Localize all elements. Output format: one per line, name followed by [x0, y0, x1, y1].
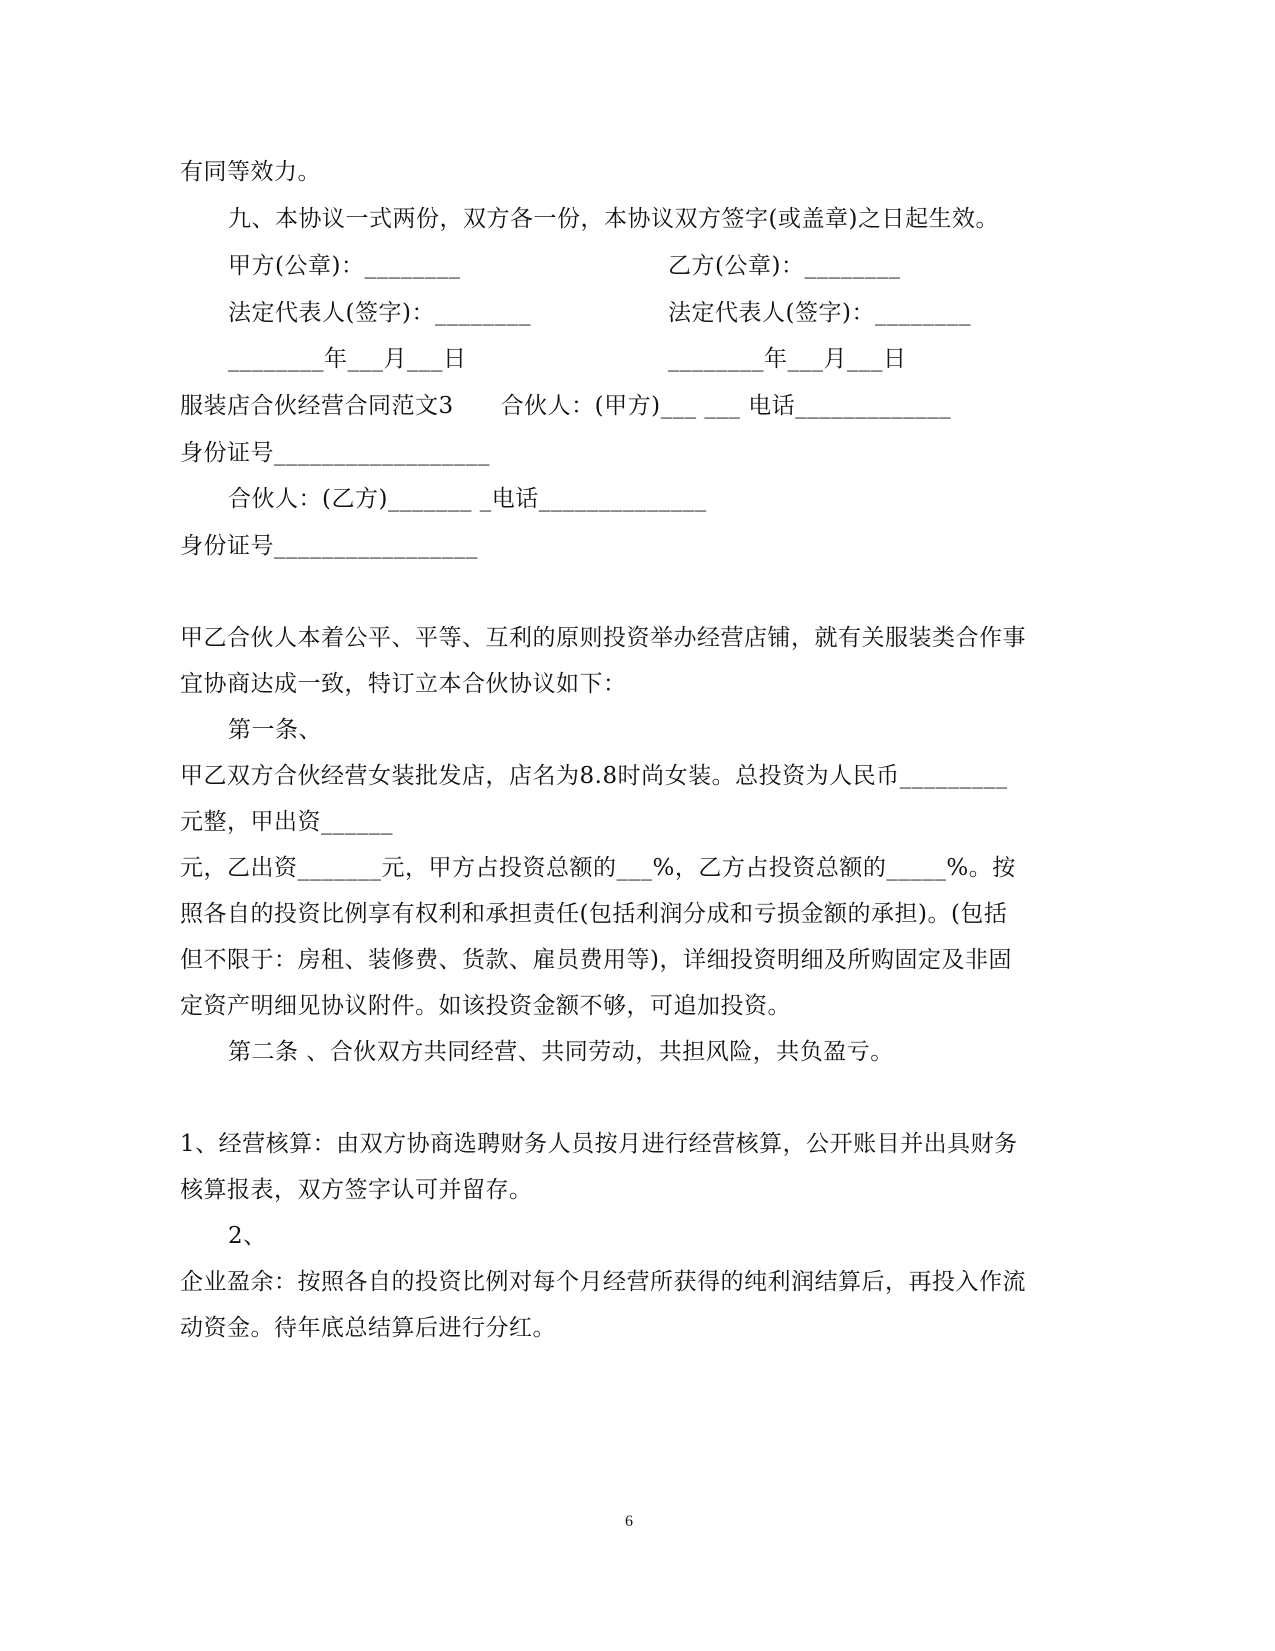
article-one-text: 照各自的投资比例享有权利和承担责任(包括利润分成和亏损金额的承担)。(包括: [180, 901, 1008, 927]
party-b-date-field: ________年___月___日: [668, 346, 907, 372]
article-two-heading: 第二条 、合伙双方共同经营、共同劳动，共担风险，共负盈亏。: [228, 1039, 894, 1065]
party-a-date-field: ________年___月___日: [228, 346, 467, 372]
item-accounting: 1、经营核算：由双方协商选聘财务人员按月进行经营核算，公开账目并出具财务: [180, 1131, 1018, 1157]
party-b-representative-field: 法定代表人(签字)：________: [668, 300, 971, 326]
article-one-text: 定资产明细见协议附件。如该投资金额不够，可追加投资。: [180, 993, 791, 1019]
party-a-representative-field: 法定代表人(签字)：________: [228, 300, 531, 326]
paragraph-intro: 甲乙合伙人本着公平、平等、互利的原则投资举办经营店铺，就有关服装类合作事: [180, 625, 1026, 651]
paragraph-intro-cont: 宜协商达成一致，特订立本合伙协议如下：: [180, 671, 627, 697]
article-one-heading: 第一条、: [228, 717, 322, 743]
item-two-number: 2、: [228, 1223, 267, 1249]
article-one-text: 但不限于：房租、装修费、货款、雇员费用等)，详细投资明细及所购固定及非固: [180, 947, 1012, 973]
article-one-text: 元，乙出资_______元，甲方占投资总额的___%，乙方占投资总额的_____%。按: [180, 855, 1016, 881]
partner-b-field: 合伙人：(乙方)_______ _电话______________: [228, 486, 707, 512]
id-number-field-a: 身份证号__________________: [180, 440, 490, 466]
item-accounting-cont: 核算报表，双方签字认可并留存。: [180, 1177, 533, 1203]
clause-nine: 九、本协议一式两份，双方各一份，本协议双方签字(或盖章)之日起生效。: [228, 206, 999, 232]
text-line: 有同等效力。: [180, 159, 321, 185]
page-number: 6: [625, 1513, 633, 1530]
article-one-text: 甲乙双方合伙经营女装批发店，店名为8.8时尚女装。总投资为人民币_________: [180, 763, 1008, 789]
id-number-field-b: 身份证号_________________: [180, 533, 478, 559]
item-surplus-cont: 动资金。待年底总结算后进行分红。: [180, 1315, 556, 1341]
party-b-seal-field: 乙方(公章)：________: [668, 253, 901, 279]
article-one-text: 元整，甲出资______: [180, 809, 393, 835]
section-title-partner-a: 服装店合伙经营合同范文3 合伙人：(甲方)___ ___ 电话_____________: [180, 393, 952, 419]
item-surplus: 企业盈余：按照各自的投资比例对每个月经营所获得的纯利润结算后，再投入作流: [180, 1269, 1026, 1295]
party-a-seal-field: 甲方(公章)：________: [228, 253, 461, 279]
